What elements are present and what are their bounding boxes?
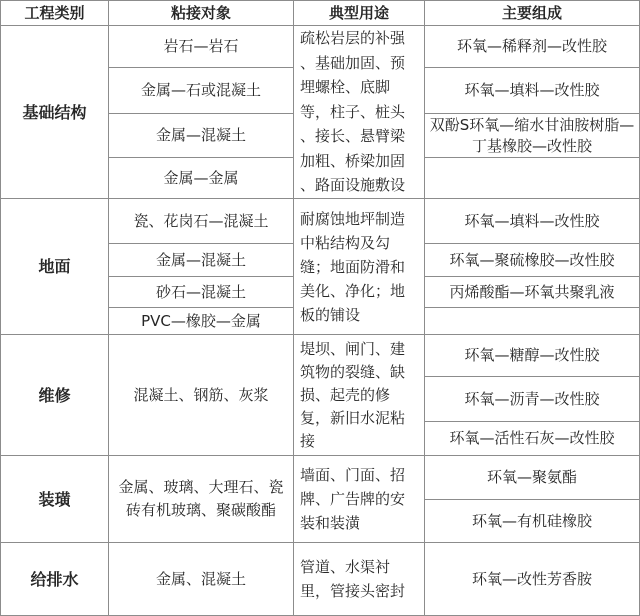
category-repair: 维修	[38, 385, 71, 405]
composition-cell: 环氧—聚氨酯	[486, 468, 577, 486]
category-floor: 地面	[38, 257, 71, 276]
header-main-composition: 主要组成	[501, 3, 562, 22]
composition-cell: 环氧—活性石灰—改性胶	[449, 429, 615, 447]
usage-line: 损、起壳的修	[300, 385, 391, 404]
usage-line: 堤坝、闸门、建	[300, 339, 406, 358]
usage-line: 牌、广告牌的安	[300, 490, 406, 508]
usage-line: 板的铺设	[300, 305, 361, 324]
object-cell: 金属—金属	[163, 168, 239, 187]
usage-cell	[294, 199, 424, 334]
category-water-supply-drainage: 给排水	[30, 569, 79, 589]
usage-line: 埋螺栓、底脚	[300, 78, 391, 97]
usage-line: 美化、净化；地	[300, 281, 406, 300]
usage-line: 墙面、门面、招	[300, 466, 406, 484]
usage-cell	[294, 335, 424, 455]
usage-line: 缝；地面防滑和	[300, 257, 406, 276]
grid-line	[424, 307, 639, 308]
object-cell: 金属、混凝土	[155, 569, 246, 588]
object-cell: 金属—石或混凝土	[140, 81, 261, 99]
header-bonding-object: 粘接对象	[170, 3, 231, 22]
composition-cell: 环氧—改性芳香胺	[471, 569, 592, 588]
object-cell: 金属—混凝土	[155, 126, 246, 144]
header-category: 工程类别	[24, 3, 85, 22]
usage-line: 、基础加固、预	[300, 53, 406, 72]
usage-cell	[294, 456, 424, 542]
category-decoration: 装璜	[38, 489, 71, 509]
composition-cell: 环氧—填料—改性胶	[464, 81, 600, 99]
usage-line: 耐腐蚀地坪制造	[300, 209, 406, 228]
usage-line: 装和装潢	[300, 514, 361, 532]
usage-line: 加粗、桥梁加固	[300, 151, 406, 170]
composition-cell: 双酚S环氧—缩水甘油胺树脂—丁基橡胶—改性胶	[429, 115, 635, 155]
usage-line: 复，新旧水泥粘	[300, 408, 406, 427]
composition-cell: 丙烯酸酯—环氧共聚乳液	[449, 282, 615, 301]
object-cell: 金属—混凝土	[155, 250, 246, 269]
composition-cell: 环氧—稀释剂—改性胶	[456, 37, 607, 55]
usage-line: 筑物的裂缝、缺	[300, 362, 406, 381]
object-cell: 瓷、花岗石—混凝土	[133, 211, 269, 230]
object-cell: 金属、玻璃、大理石、瓷砖有机玻璃、聚碳酸酯	[118, 478, 284, 519]
usage-line: 管道、水渠衬	[300, 558, 391, 576]
object-cell: 岩石—岩石	[163, 37, 239, 55]
usage-line: 接	[300, 431, 316, 450]
composition-cell: 环氧—填料—改性胶	[464, 211, 600, 230]
usage-line: 疏松岩层的补强	[300, 29, 406, 48]
usage-cell	[294, 26, 424, 198]
usage-cell	[294, 543, 424, 615]
object-cell: 砂石—混凝土	[155, 282, 246, 301]
composition-cell	[425, 158, 639, 198]
composition-cell: 环氧—聚硫橡胶—改性胶	[449, 250, 615, 269]
usage-line: 里，管接头密封	[300, 582, 406, 600]
usage-line: 、路面设施敷设	[300, 176, 406, 195]
composition-cell: 环氧—糖醇—改性胶	[464, 346, 600, 364]
usage-line: 、接长、悬臂梁	[300, 127, 406, 146]
header-typical-use: 典型用途	[328, 3, 389, 22]
composition-cell: 环氧—沥青—改性胶	[464, 389, 600, 408]
usage-line: 等，柱子、桩头	[300, 102, 406, 121]
composition-cell: 环氧—有机硅橡胶	[471, 511, 592, 530]
category-foundation: 基础结构	[22, 102, 87, 122]
usage-line: 中粘结构及勾	[300, 233, 391, 252]
object-cell: PVC—橡胶—金属	[141, 311, 261, 330]
object-cell: 混凝土、钢筋、灰浆	[133, 385, 269, 404]
